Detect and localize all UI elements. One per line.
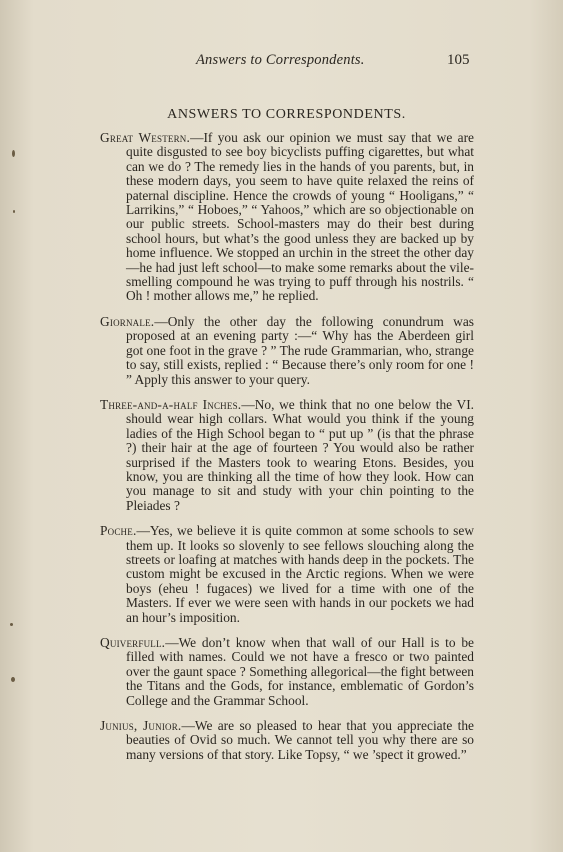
correspondent-name: Junius, Junior. <box>100 718 182 734</box>
answers-list <box>100 131 474 773</box>
answer-entry <box>100 719 474 762</box>
paper-speck <box>11 677 15 682</box>
answer-text: —Only the other day the following conundrum was proposed at an evening party :—“ Why has the Aberdeen girl got one foot in the grave ? ” The rude Grammarian, who, strange to say, still exists, replied : “ Because there’s only room for one ! ” Apply this answer to your query. <box>126 313 474 387</box>
running-head <box>0 52 563 74</box>
correspondent-name: Quiverfull. <box>100 635 166 650</box>
correspondent-name: Three-and-a-half Inches. <box>100 396 242 412</box>
answer-entry <box>100 524 474 625</box>
answer-entry <box>100 131 474 304</box>
correspondent-name: Giornale. <box>100 313 155 329</box>
answer-text: —We don’t know when that wall of our Hall is to be filled with names. Could we not have a fresco or two painted over the gaunt space ? Something allegorical—the fight between the Titans and the Gods, for instance, emblematic of Gordon’s College and the Grammar School. <box>126 635 474 708</box>
answer-text: —Yes, we believe it is quite common at some schools to sew them up. It looks so slovenly to see fellows slouching along the streets or loafing at matches with hands deep in the pockets. The custom might be excused in the Arctic regions. When we were boys (eheu ! fugaces) we lived for a time with one of the Masters. If ever we were seen with hands in our pockets we had an hour’s imposition. <box>126 523 474 625</box>
section-title: ANSWERS TO CORRESPONDENTS. <box>167 107 406 122</box>
running-title: Answers to Correspondents. <box>196 52 365 68</box>
answer-text: —No, we think that no one below the VI. should wear high collars. What would you think if the young ladies of the High School began to “ put up ” (is that the phrase ?) their hair at the age of fourteen ? You would also be rather surprised if the Masters took to wearing Etons. Besides, you know, you are thinking all the time of how they look. How can you manage to sit and study with your chin pointing to the Pleiades ? <box>126 396 475 513</box>
answer-entry <box>100 315 474 387</box>
answer-entry <box>100 398 474 513</box>
answer-text: —If you ask our opinion we must say that we are quite disgusted to see boy bicyclists puffing cigarettes, but what can we do ? The remedy lies in the hands of you parents, but, in these modern days, you seem to have quite relaxed the reins of paternal discipline. Hence the crowds of young “ Hooligans,” “ Larrikins,” “ Hoboes,” “ Yahoos,” which are so objectionable on our public streets. School-masters may do their best during school hours, but what’s the good unless they are backed up by home influence. We stopped an urchin in the street the other day—he had just left school—to make some remarks about the vile-smelling compound he was trying to puff through his nostrils. “ Oh ! mother allows me,” he replied. <box>126 130 474 304</box>
answer-entry <box>100 636 474 708</box>
paper-speck <box>12 150 15 157</box>
answer-text: —We are so pleased to hear that you appreciate the beauties of Ovid so much. We cannot tell you why there are so many versions of that story. Like Topsy, “ we ’spect it growed.” <box>126 718 474 762</box>
paper-speck <box>13 210 15 213</box>
paper-speck <box>10 623 13 626</box>
correspondent-name: Great Western. <box>100 130 191 145</box>
page-number: 105 <box>447 52 470 68</box>
correspondent-name: Poche. <box>100 523 137 539</box>
